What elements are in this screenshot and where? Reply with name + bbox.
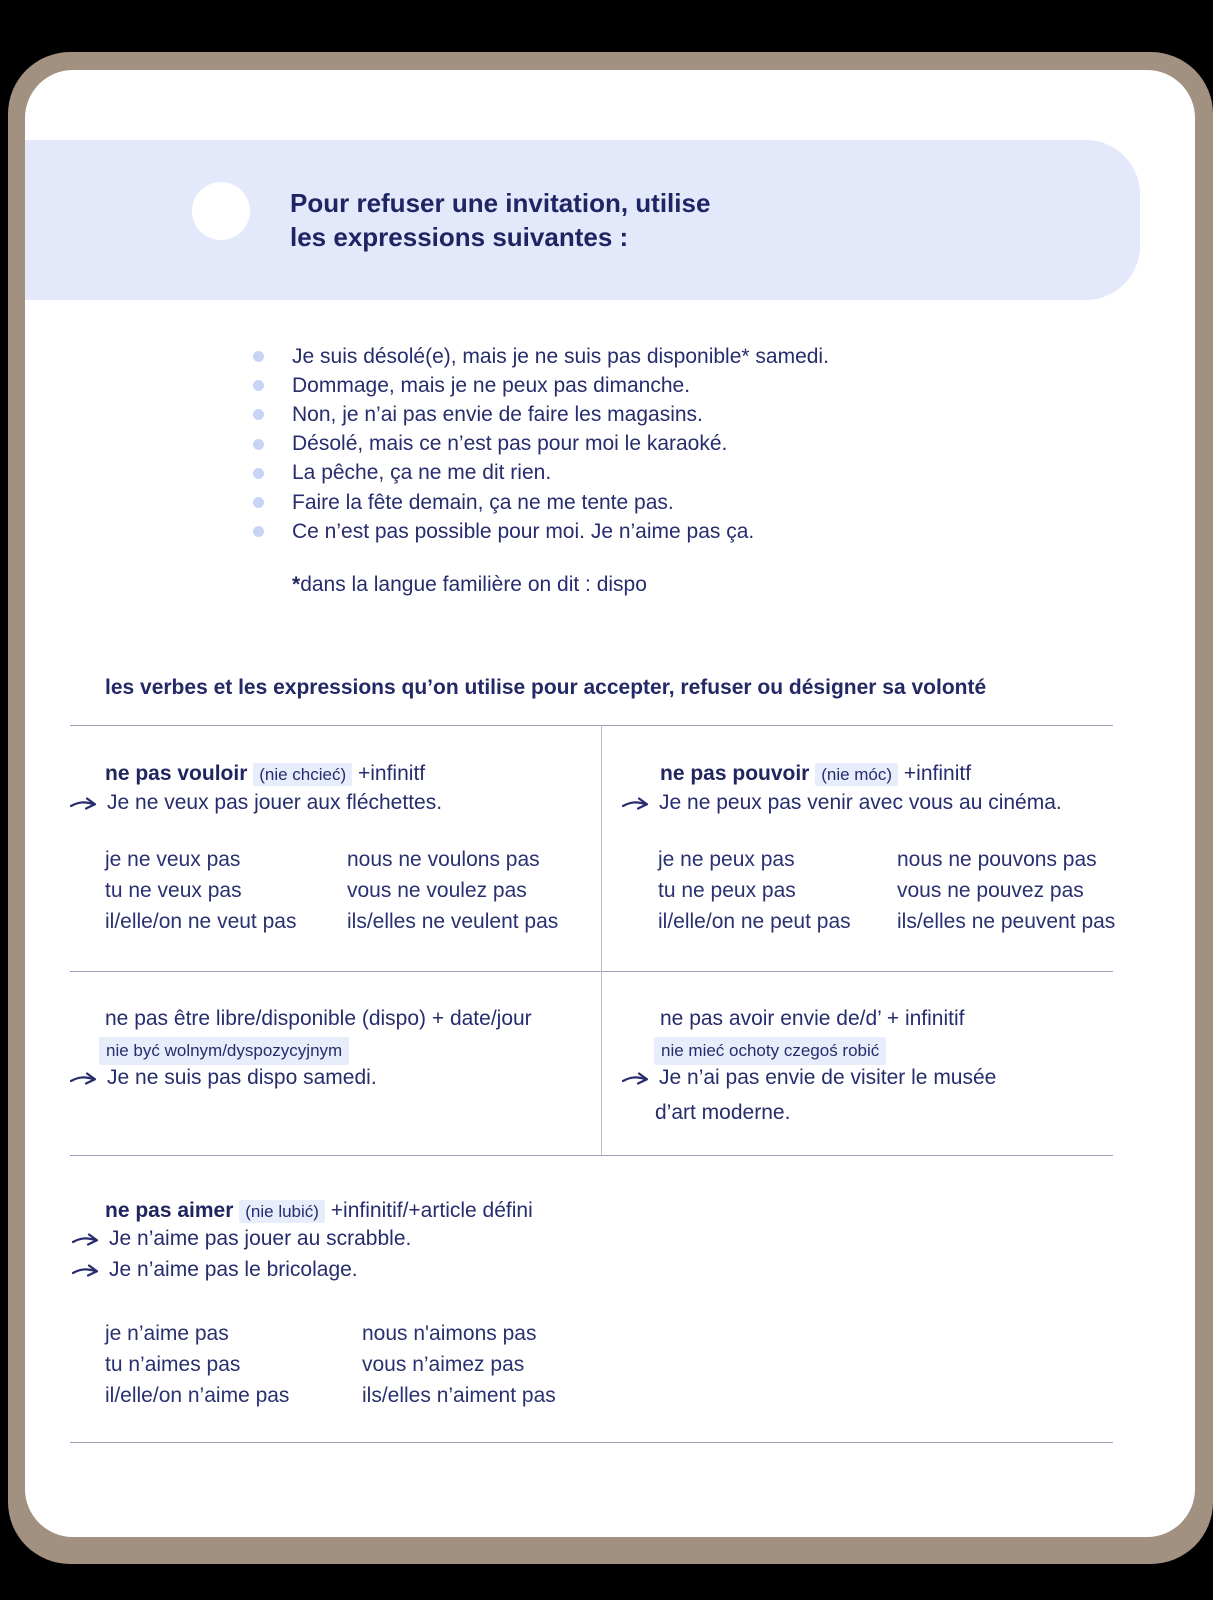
bullet-dot-icon bbox=[253, 351, 264, 362]
cell-etre-libre-term: ne pas être libre/disponible (dispo) + date/jour bbox=[105, 1007, 532, 1030]
cell-aimer-example2: Je n’aime pas le bricolage. bbox=[72, 1258, 358, 1282]
arrow-icon bbox=[622, 795, 650, 811]
cell-vouloir-example: Je ne veux pas jouer aux fléchettes. bbox=[70, 791, 442, 815]
translation-highlight: (nie lubić) bbox=[239, 1200, 325, 1223]
conjugation-left: je ne peux pas tu ne peux pas il/elle/on ne peut pas bbox=[658, 848, 851, 933]
page-title-line2: les expressions suivantes : bbox=[290, 222, 629, 252]
cell-avoir-envie-term: ne pas avoir envie de/d’ + infinitif bbox=[660, 1007, 965, 1030]
conjugation-left: je ne veux pas tu ne veux pas il/elle/on ne veut pas bbox=[105, 848, 297, 933]
cell-pouvoir-term: ne pas pouvoir (nie móc) +infinitf bbox=[660, 762, 972, 785]
translation-highlight: (nie móc) bbox=[815, 763, 898, 786]
page-rule-bottom bbox=[70, 1442, 1113, 1443]
table-rule-bottom bbox=[70, 1155, 1113, 1156]
cell-etre-libre-example: Je ne suis pas dispo samedi. bbox=[70, 1066, 377, 1090]
conjugation-right: nous n'aimons pas vous n’aimez pas ils/elles n’aiment pas bbox=[362, 1322, 556, 1407]
list-item: Je suis désolé(e), mais je ne suis pas disponible* samedi. bbox=[253, 342, 829, 371]
header-circle-icon bbox=[192, 182, 250, 240]
arrow-icon bbox=[622, 1070, 650, 1086]
arrow-icon bbox=[72, 1262, 100, 1278]
bullet-dot-icon bbox=[253, 380, 264, 391]
cell-pouvoir-example: Je ne peux pas venir avec vous au cinéma. bbox=[622, 791, 1062, 815]
translation-highlight: nie być wolnym/dyspozycyjnym bbox=[99, 1037, 349, 1065]
bullet-dot-icon bbox=[253, 439, 264, 450]
section-heading: les verbes et les expressions qu’on utilise pour accepter, refuser ou désigner sa volonté bbox=[105, 676, 987, 699]
arrow-icon bbox=[72, 1231, 100, 1247]
footnote-text: dans la langue familière on dit : dispo bbox=[300, 573, 647, 596]
list-item: Ce n’est pas possible pour moi. Je n’aime pas ça. bbox=[253, 517, 829, 546]
list-item: Faire la fête demain, ça ne me tente pas. bbox=[253, 488, 829, 517]
list-item: Désolé, mais ce n’est pas pour moi le karaoké. bbox=[253, 430, 829, 459]
translation-highlight: nie mieć ochoty czegoś robić bbox=[654, 1037, 886, 1065]
table-column-divider bbox=[601, 725, 602, 1155]
bullet-dot-icon bbox=[253, 468, 264, 479]
list-item: La pêche, ça ne me dit rien. bbox=[253, 459, 829, 488]
cell-avoir-envie-example-line2: d’art moderne. bbox=[655, 1101, 791, 1124]
translation-highlight: (nie chcieć) bbox=[253, 763, 352, 786]
worksheet-page bbox=[25, 70, 1195, 1537]
page-title-line1: Pour refuser une invitation, utilise bbox=[290, 188, 711, 218]
list-item: Dommage, mais je ne peux pas dimanche. bbox=[253, 371, 829, 400]
conjugation-right: nous ne pouvons pas vous ne pouvez pas ils/elles ne peuvent pas bbox=[897, 848, 1116, 933]
conjugation-right: nous ne voulons pas vous ne voulez pas ils/elles ne veulent pas bbox=[347, 848, 559, 933]
refusal-expressions-list bbox=[253, 342, 829, 546]
footnote bbox=[292, 573, 647, 597]
bullet-dot-icon bbox=[253, 526, 264, 537]
table-rule-top bbox=[70, 725, 1113, 726]
page-title bbox=[290, 186, 710, 254]
list-item: Non, je n’ai pas envie de faire les magasins. bbox=[253, 400, 829, 429]
cell-aimer-example1: Je n’aime pas jouer au scrabble. bbox=[72, 1227, 411, 1251]
conjugation-left: je n’aime pas tu n’aimes pas il/elle/on n’aime pas bbox=[105, 1322, 290, 1407]
cell-avoir-envie-example: Je n’ai pas envie de visiter le musée bbox=[622, 1066, 996, 1090]
bullet-dot-icon bbox=[253, 497, 264, 508]
footnote-asterisk: * bbox=[292, 573, 301, 596]
arrow-icon bbox=[70, 795, 98, 811]
cell-aimer-term: ne pas aimer (nie lubić) +infinitif/+article défini bbox=[105, 1199, 533, 1222]
cell-vouloir-term: ne pas vouloir (nie chcieć) +infinitf bbox=[105, 762, 426, 785]
table-rule-middle bbox=[70, 971, 1113, 972]
bullet-dot-icon bbox=[253, 409, 264, 420]
arrow-icon bbox=[70, 1070, 98, 1086]
